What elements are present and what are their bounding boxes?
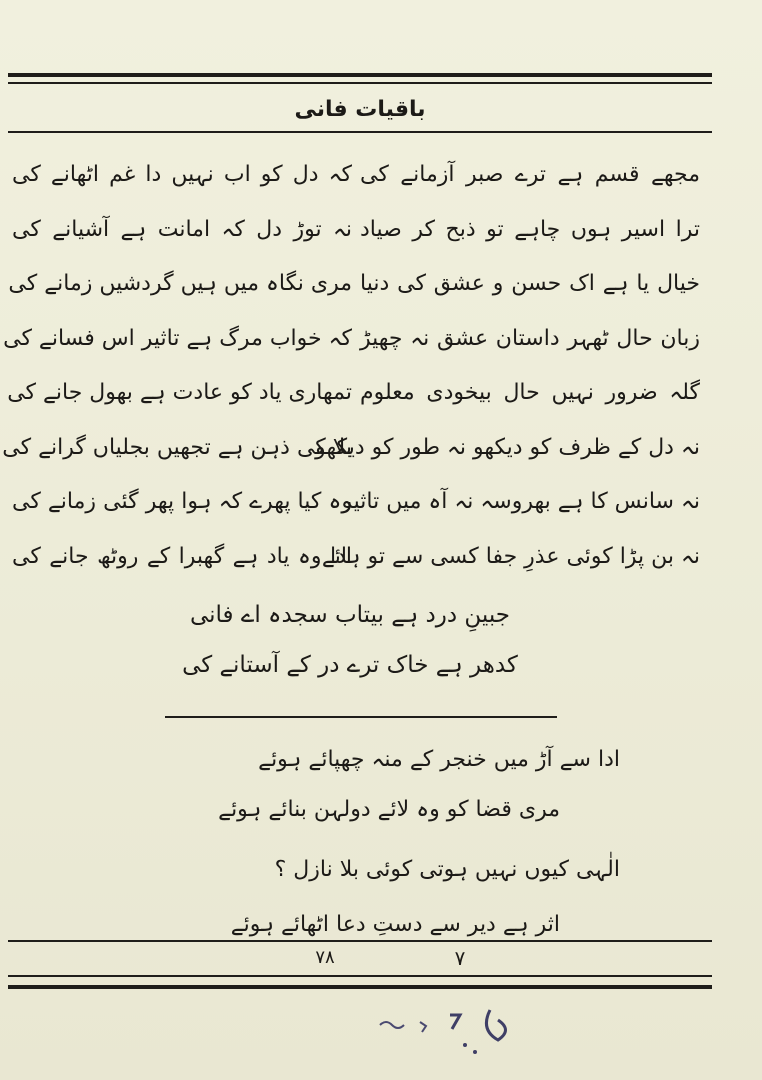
verse-line: کدھر ہے خاک ترے در کے آستانے کی — [182, 652, 518, 678]
signature-mark: ٧ — [454, 946, 466, 970]
verse-line: جبینِ درد ہے بیتاب سجدہ اے فانی — [189, 602, 511, 628]
verse-line: ادا وہ یاد ہے گھبرا کے روٹھ جانے کی — [12, 543, 352, 569]
verse-line: وہ کیا پھرے کہ ہوا پھر گئی زمانے کی — [12, 489, 352, 514]
verse-line: زبان حال ٹھہر داستان عشق نہ چھیڑ — [360, 325, 700, 351]
handwritten-marks — [370, 1000, 550, 1060]
top-rule-thin — [8, 82, 712, 84]
maqta-couplet — [150, 590, 550, 690]
verse-line: مجھے قسم ہے ترے صبر آزمانے کی — [360, 162, 700, 187]
verse-line: نہ دل کے ظرف کو دیکھو نہ طور کو دیکھو — [315, 434, 700, 460]
verse-line: نہ توڑ دل کہ امانت ہے آشیانے کی — [12, 216, 352, 242]
verse-line: ترا اسیر ہوں چاہے تو ذبح کر صیاد — [360, 216, 700, 242]
footer-rule-thick — [8, 985, 712, 989]
verse-line: مری نگاہ میں ہیں گردشیں زمانے کی — [8, 271, 352, 296]
page-number: ٧٨ — [315, 947, 335, 968]
top-rule — [8, 73, 712, 77]
verse-line: اثر ہے دیر سے دستِ دعا اٹھائے ہوئے — [230, 912, 560, 937]
verse-line: بلا کی ذہن ہے تجھیں بجلیاں گرانے کی — [2, 434, 352, 460]
verse-line: مری قضا کو وہ لائے دولہن بنائے ہوئے — [218, 797, 560, 822]
verse-line: تمھاری یاد کو عادت ہے بھول جانے کی — [7, 380, 352, 405]
footer-rule — [8, 940, 712, 942]
verse-line: نہ بن پڑا کوئی عذرِ جفا کسی سے تو ہائے — [321, 543, 700, 569]
running-head: باقیات فانی — [294, 97, 426, 122]
verse-line: کہ دل کو اب نہیں دا غم اٹھانے کی — [12, 162, 352, 187]
verse-line: نہ سانس کا ہے بھروسہ نہ آہ میں تاثیر — [341, 489, 700, 514]
verse-line: الٰہی کیوں نہیں ہوتی کوئی بلا نازل ؟ — [274, 857, 620, 882]
footer-rule-thin — [8, 975, 712, 977]
section-divider — [165, 716, 557, 718]
header-rule — [8, 131, 712, 133]
verse-line: ادا سے آڑ میں خنجر کے منہ چھپائے ہوئے — [258, 747, 620, 772]
ghazal-column-right — [315, 148, 700, 584]
ghazal-column-left — [2, 148, 352, 584]
verse-line: خیال یا ہے اک حسن و عشق کی دنیا — [360, 271, 700, 296]
verse-line: کہ خواب مرگ ہے تاثیر اس فسانے کی — [3, 325, 352, 351]
verse-line: گلہ ضرور نہیں حال بیخودی معلوم — [360, 380, 700, 405]
